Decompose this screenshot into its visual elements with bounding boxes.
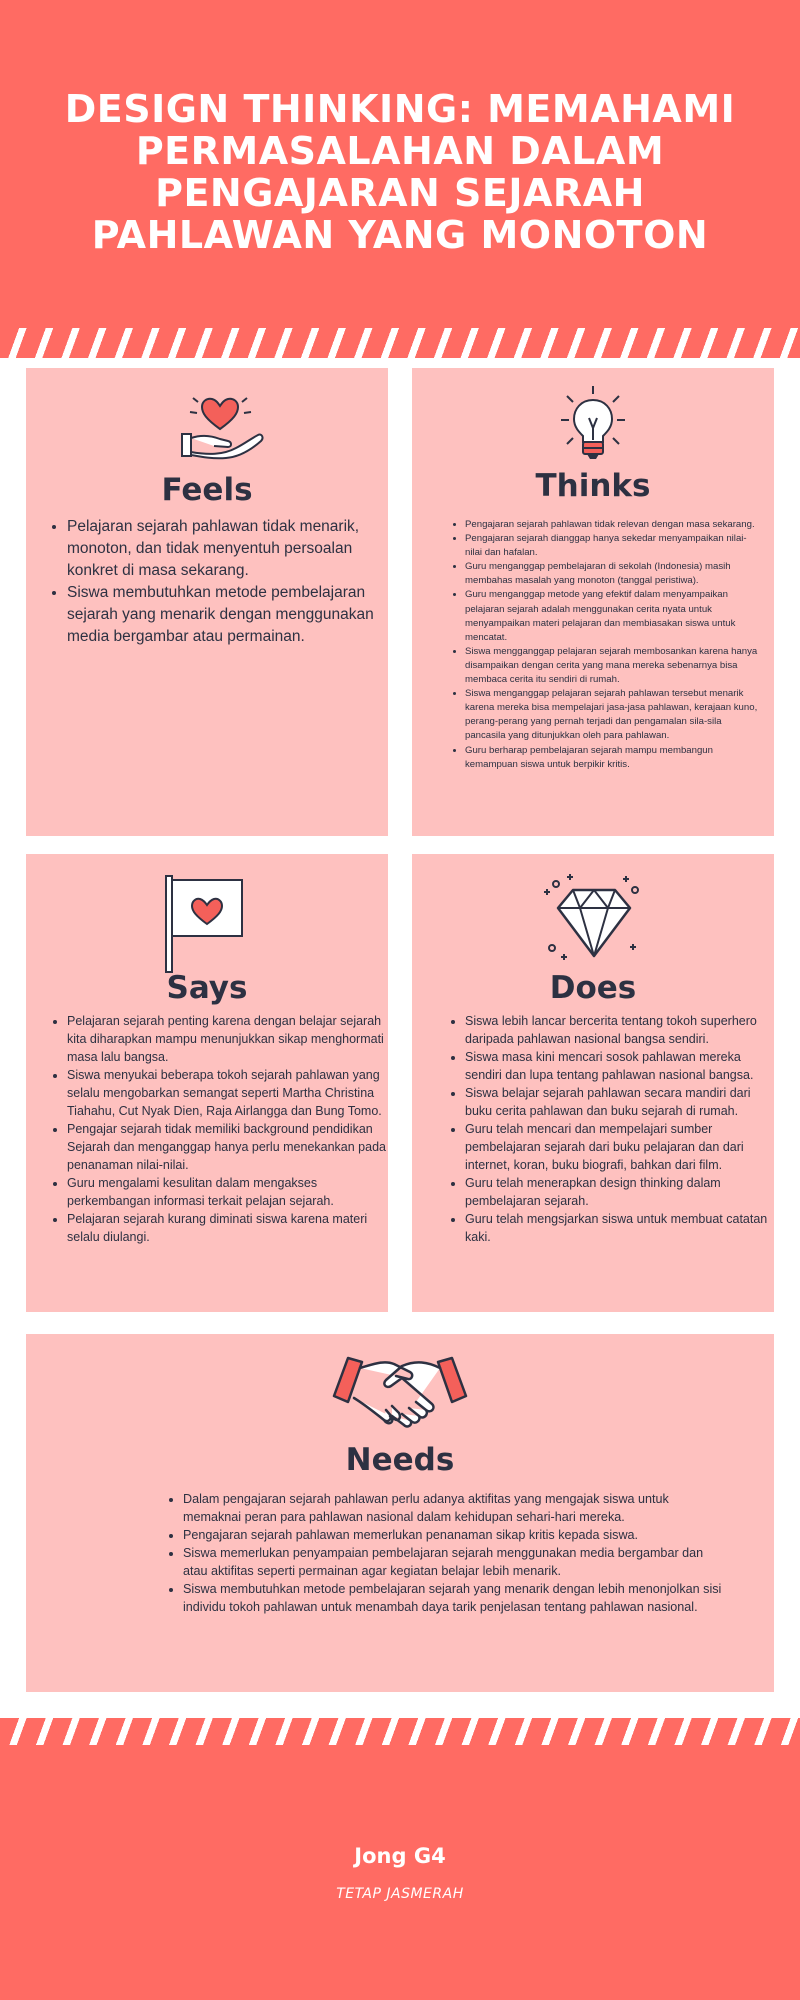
list-item: • Pelajaran sejarah penting karena dengan belajar sejarah kita diharapkan mampu menunjukkan sikap menghormati masa lalu bangsa.	[67, 1012, 389, 1066]
needs-list	[166, 1490, 723, 1616]
list-item: • Guru telah mengsjarkan siswa untuk membuat catatan kaki.	[465, 1210, 777, 1246]
feels-title: Feels	[161, 472, 253, 508]
list-item: • Pengajar sejarah tidak memiliki background pendidikan Sejarah dan menganggap hanya perlu menekankan pada penanaman nilai-nilai.	[67, 1120, 389, 1174]
lightbulb-icon	[559, 384, 627, 464]
list-item: • Siswa menyukai beberapa tokoh sejarah pahlawan yang selalu mengobarkan semangat seperti Martha Christina Tiahahu, Cut Nyak Dien, Raja Airlangga dan Bung Tomo.	[67, 1066, 389, 1120]
needs-title: Needs	[345, 1442, 455, 1478]
list-item: • Guru berharap pembelajaran sejarah mampu membangun kemampuan siswa untuk berpikir kritis.	[465, 744, 763, 772]
footer-team-name: Jong G4	[354, 1844, 446, 1868]
header-banner	[0, 0, 800, 330]
footer-tagline: TETAP JASMERAH	[336, 1886, 464, 1902]
list-item: • Guru mengalami kesulitan dalam mengakses perkembangan informasi terkait pelajan sejarah.	[67, 1174, 389, 1210]
list-item: • Siswa memerlukan penyampaian pembelajaran sejarah menggunakan media bergambar dan atau aktifitas seperti permainan agar kegiatan belajar lebih menarik.	[183, 1544, 723, 1580]
list-item: • Pengajaran sejarah pahlawan memerlukan penanaman sikap kritis kepada siswa.	[183, 1526, 723, 1544]
list-item: • Dalam pengajaran sejarah pahlawan perlu adanya aktifitas yang mengajak siswa untuk memaknai peran para pahlawan nasional dalam kehidupan sehari-hari mereka.	[183, 1490, 723, 1526]
list-item: • Siswa mengganggap pelajaran sejarah membosankan karena hanya disampaikan dengan cerita yang mana mereka sebenarnya bisa membaca cerita itu sendiri di rumah.	[465, 645, 763, 687]
handshake-icon	[330, 1346, 470, 1436]
list-item: • Siswa membutuhkan metode pembelajaran sejarah yang menarik dengan lebih menonjolkan sisi individu tokoh pahlawan untuk menambah daya tarik penjelasan tentang pahlawan nasional.	[183, 1580, 723, 1616]
says-list	[50, 1012, 389, 1246]
list-item: • Siswa masa kini mencari sosok pahlawan mereka sendiri dan lupa tentang pahlawan nasional bangsa.	[465, 1048, 777, 1084]
says-card	[26, 854, 388, 1312]
list-item: • Pelajaran sejarah pahlawan tidak menarik, monoton, dan tidak menyentuh persoalan konkret di masa sekarang.	[67, 516, 387, 582]
feels-list	[50, 516, 387, 648]
list-item: • Guru telah mencari dan mempelajari sumber pembelajaran sejarah dari buku pelajaran dan dari internet, koran, buku biografi, bahkan dari film.	[465, 1120, 777, 1174]
list-item: • Pelajaran sejarah kurang diminati siswa karena materi selalu diulangi.	[67, 1210, 389, 1246]
does-card	[412, 854, 774, 1312]
does-title: Does	[549, 970, 637, 1006]
page-title: DESIGN THINKING: MEMAHAMI PERMASALAHAN DALAM PENGAJARAN SEJARAH PAHLAWAN YANG MONOTON	[64, 87, 736, 257]
list-item: • Guru menganggap pembelajaran di sekolah (Indonesia) masih membahas masalah yang monoton (tanggal peristiwa).	[465, 560, 763, 588]
bottom-stripe-divider	[0, 1718, 800, 1748]
thinks-card	[412, 368, 774, 836]
list-item: • Siswa menganggap pelajaran sejarah pahlawan tersebut menarik karena mereka bisa mempelajari jasa-jasa pahlawan, kerajaan kuno, perang-perang yang pernah terjadi dan pengamalan sila-sila pancasila yang ditunjukkan oleh para pahlawan.	[465, 687, 763, 743]
list-item: • Guru telah menerapkan design thinking dalam pembelajaran sejarah.	[465, 1174, 777, 1210]
list-item: • Siswa membutuhkan metode pembelajaran sejarah yang menarik dengan menggunakan media bergambar atau permainan.	[67, 582, 387, 648]
list-item: • Pengajaran sejarah dianggap hanya sekedar menyampaikan nilai-nilai dan hafalan.	[465, 532, 763, 560]
footer-banner	[0, 1745, 800, 2000]
thinks-list	[448, 518, 763, 772]
needs-card	[26, 1334, 774, 1692]
feels-card	[26, 368, 388, 836]
top-stripe-divider	[0, 328, 800, 358]
list-item: • Guru menganggap metode yang efektif dalam menyampaikan pelajaran sejarah adalah menggunakan cerita nyata untuk menyampaikan materi pelajaran dan membiasakan siswa untuk mencatat.	[465, 588, 763, 644]
list-item: • Siswa lebih lancar bercerita tentang tokoh superhero daripada pahlawan nasional bangsa sendiri.	[465, 1012, 777, 1048]
thinks-title: Thinks	[535, 468, 651, 504]
list-item: • Siswa belajar sejarah pahlawan secara mandiri dari buku cerita pahlawan dan buku sejarah di rumah.	[465, 1084, 777, 1120]
diamond-icon	[540, 868, 646, 968]
says-title: Says	[166, 970, 248, 1006]
heart-hand-icon	[178, 388, 270, 460]
heart-flag-icon	[162, 874, 246, 974]
list-item: • Pengajaran sejarah pahlawan tidak relevan dengan masa sekarang.	[465, 518, 763, 532]
does-list	[448, 1012, 777, 1246]
